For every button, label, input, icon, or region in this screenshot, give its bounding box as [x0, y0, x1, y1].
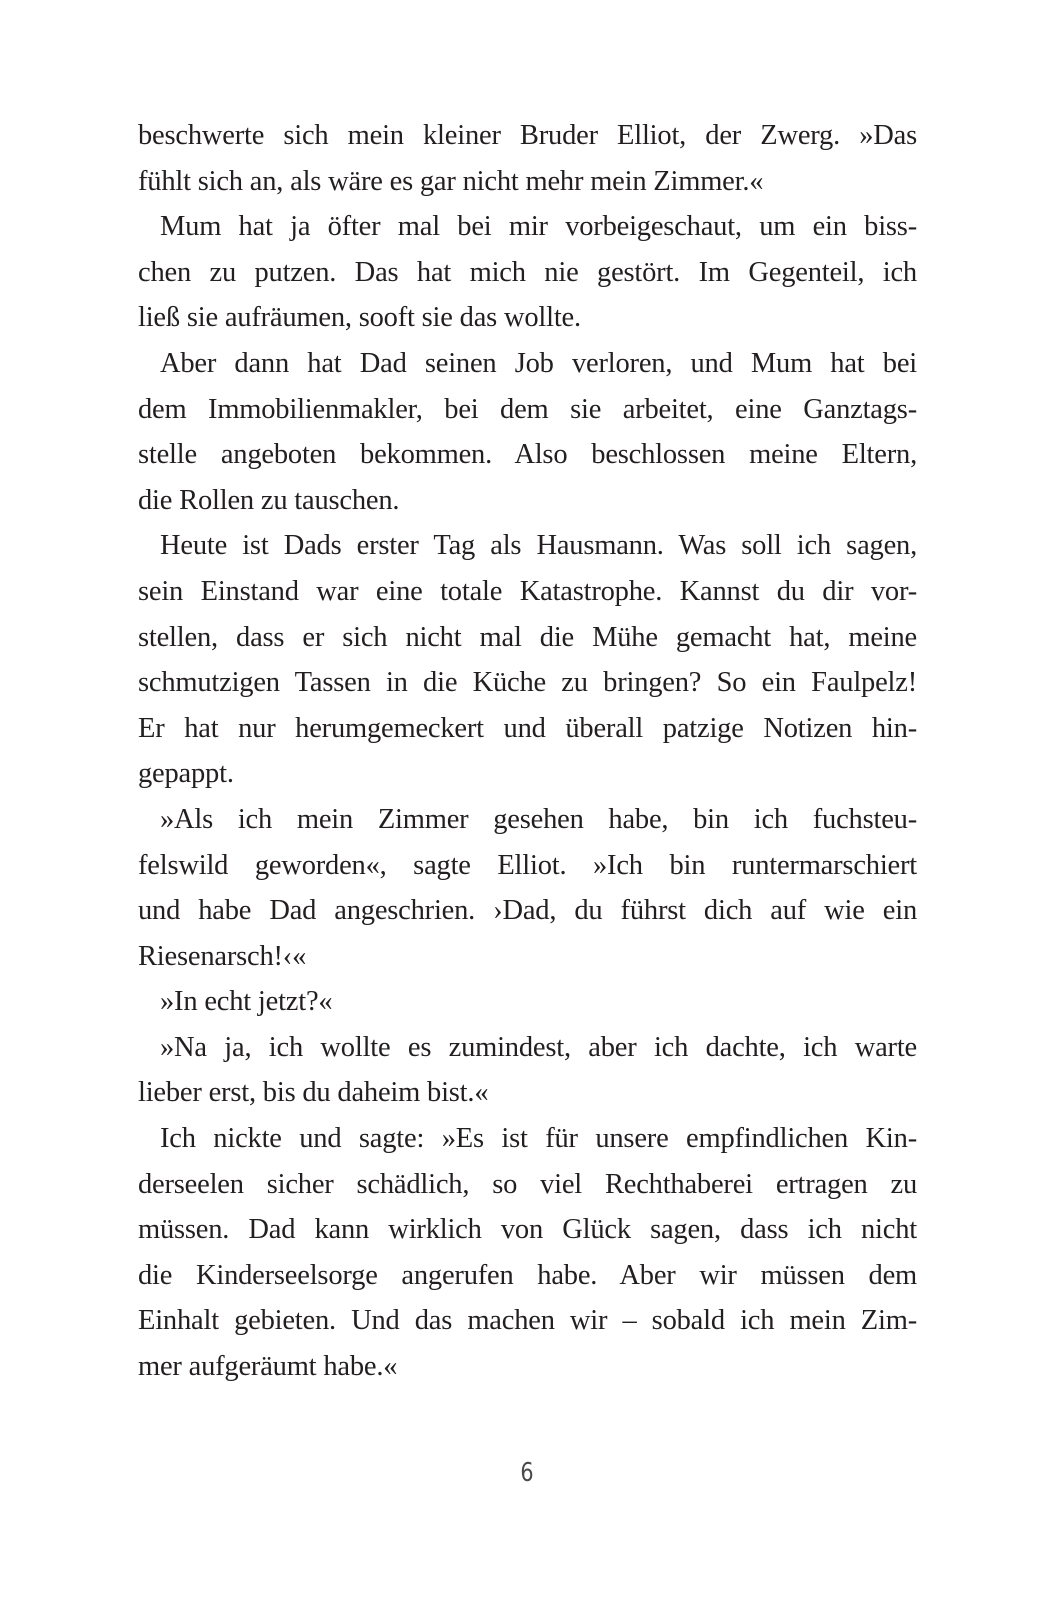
body-text — [138, 113, 917, 1390]
text-line: mer aufgeräumt habe.« — [138, 1351, 398, 1383]
text-line: Ich nickte und sagte: »Es ist für unsere empfindlichen Kin- — [160, 1123, 917, 1155]
text-line: beschwerte sich mein kleiner Bruder Elliot, der Zwerg. »Das — [138, 120, 917, 151]
text-line: stelle angeboten bekommen. Also beschlossen meine Eltern, — [138, 439, 917, 471]
text-line: »Als ich mein Zimmer gesehen habe, bin ich fuchsteu- — [160, 803, 917, 835]
text-line: Er hat nur herumgemeckert und überall patzige Notizen hin- — [138, 712, 917, 744]
page-number: 6 — [520, 1458, 534, 1488]
text-line: lieber erst, bis du daheim bist.« — [138, 1077, 489, 1109]
text-line: und habe Dad angeschrien. ›Dad, du führst dich auf wie ein — [138, 895, 917, 927]
text-line: »Na ja, ich wollte es zumindest, aber ich dachte, ich warte — [160, 1031, 917, 1063]
text-line: Mum hat ja öfter mal bei mir vorbeigeschaut, um ein biss- — [160, 211, 917, 243]
text-line: derseelen sicher schädlich, so viel Rechthaberei ertragen zu — [138, 1168, 917, 1200]
text-line: Riesenarsch!‹« — [138, 940, 307, 972]
text-line: gepappt. — [138, 758, 234, 790]
text-line: Heute ist Dads erster Tag als Hausmann. Was soll ich sagen, — [160, 530, 917, 562]
text-line: dem Immobilienmakler, bei dem sie arbeitet, eine Ganztags- — [138, 393, 917, 425]
text-line: stellen, dass er sich nicht mal die Mühe gemacht hat, meine — [138, 621, 917, 653]
text-line: müssen. Dad kann wirklich von Glück sagen, dass ich nicht — [138, 1214, 917, 1246]
text-line: chen zu putzen. Das hat mich nie gestört. Im Gegenteil, ich — [138, 256, 917, 288]
text-line: »In echt jetzt?« — [160, 986, 333, 1018]
text-line: fühlt sich an, als wäre es gar nicht mehr mein Zimmer.« — [138, 165, 764, 197]
text-line: schmutzigen Tassen in die Küche zu bringen? So ein Faulpelz! — [138, 667, 917, 699]
text-line: sein Einstand war eine totale Katastrophe. Kannst du dir vor- — [138, 575, 917, 607]
text-line: ließ sie aufräumen, sooft sie das wollte. — [138, 302, 581, 334]
text-line: Aber dann hat Dad seinen Job verloren, und Mum hat bei — [160, 347, 917, 379]
text-line: Einhalt gebieten. Und das machen wir – sobald ich mein Zim- — [138, 1305, 917, 1337]
text-line: felswild geworden«, sagte Elliot. »Ich bin runtermarschiert — [138, 849, 917, 881]
text-line: die Kinderseelsorge angerufen habe. Aber wir müssen dem — [138, 1259, 917, 1291]
text-line: die Rollen zu tauschen. — [138, 484, 400, 516]
